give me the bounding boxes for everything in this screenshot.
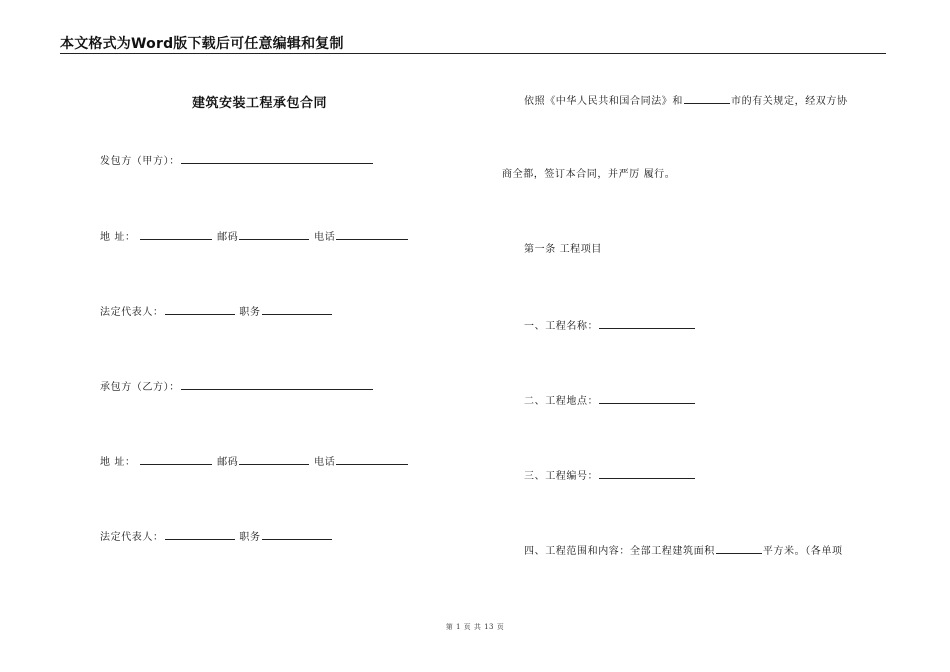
article-1-heading <box>524 243 602 257</box>
item-1-label: 一、工程名称： <box>524 321 599 332</box>
address-a-blank <box>140 229 212 240</box>
postcode-a-label: 邮码 <box>217 232 239 243</box>
intro-line-2 <box>502 168 675 182</box>
party-b-blank <box>181 379 373 390</box>
address-b-blank <box>140 454 212 465</box>
intro-text-2: 市的有关规定，经双方协 <box>731 96 848 107</box>
item-3-label: 三、工程编号： <box>524 471 599 482</box>
phone-b-label: 电话 <box>314 457 336 468</box>
address-b-label: 地 址： <box>100 457 136 468</box>
phone-b-blank <box>336 454 408 465</box>
intro-text-1: 依照《中华人民共和国合同法》和 <box>524 96 683 107</box>
item-3-blank <box>599 468 695 479</box>
post-a-blank <box>262 304 332 315</box>
address-b-line <box>100 454 409 470</box>
item-2-label: 二、工程地点： <box>524 396 599 407</box>
item-3-line <box>524 468 696 484</box>
address-a-line <box>100 229 409 245</box>
party-a-line <box>100 153 374 169</box>
party-b-label: 承包方（乙方）： <box>100 382 180 393</box>
page-header <box>60 33 886 54</box>
page-number: 第 1 页 共 13 页 <box>445 623 505 631</box>
item-4-text-2: 平方米。（各单项 <box>762 546 843 557</box>
document-title: 建筑安装工程承包合同 <box>192 96 328 111</box>
address-a-label: 地 址： <box>100 232 136 243</box>
item-4-line <box>524 543 843 559</box>
header-text: 本文格式为Word版下载后可任意编辑和复制 <box>60 36 344 52</box>
postcode-b-label: 邮码 <box>217 457 239 468</box>
rep-b-line <box>100 529 333 545</box>
party-a-blank <box>181 153 373 164</box>
postcode-b-blank <box>239 454 309 465</box>
page-footer <box>0 622 950 632</box>
party-b-line <box>100 379 374 395</box>
city-blank <box>684 93 730 104</box>
intro-text-3: 商全都，签订本合同，并严厉 履行。 <box>502 169 676 180</box>
rep-b-label: 法定代表人： <box>100 532 164 543</box>
party-a-label: 发包方（甲方）： <box>100 156 180 167</box>
post-b-label: 职务 <box>239 532 261 543</box>
rep-b-blank <box>165 529 235 540</box>
item-2-line <box>524 393 696 409</box>
post-b-blank <box>262 529 332 540</box>
postcode-a-blank <box>239 229 309 240</box>
area-blank <box>716 543 762 554</box>
item-1-blank <box>599 318 695 329</box>
rep-a-label: 法定代表人： <box>100 307 164 318</box>
intro-line-1 <box>524 93 848 109</box>
rep-a-blank <box>165 304 235 315</box>
phone-a-blank <box>336 229 408 240</box>
item-4-text-1: 四、工程范围和内容：全部工程建筑面积 <box>524 546 715 557</box>
article-1-text: 第一条 工程项目 <box>524 244 602 255</box>
phone-a-label: 电话 <box>314 232 336 243</box>
rep-a-line <box>100 304 333 320</box>
item-1-line <box>524 318 696 334</box>
item-2-blank <box>599 393 695 404</box>
post-a-label: 职务 <box>239 307 261 318</box>
